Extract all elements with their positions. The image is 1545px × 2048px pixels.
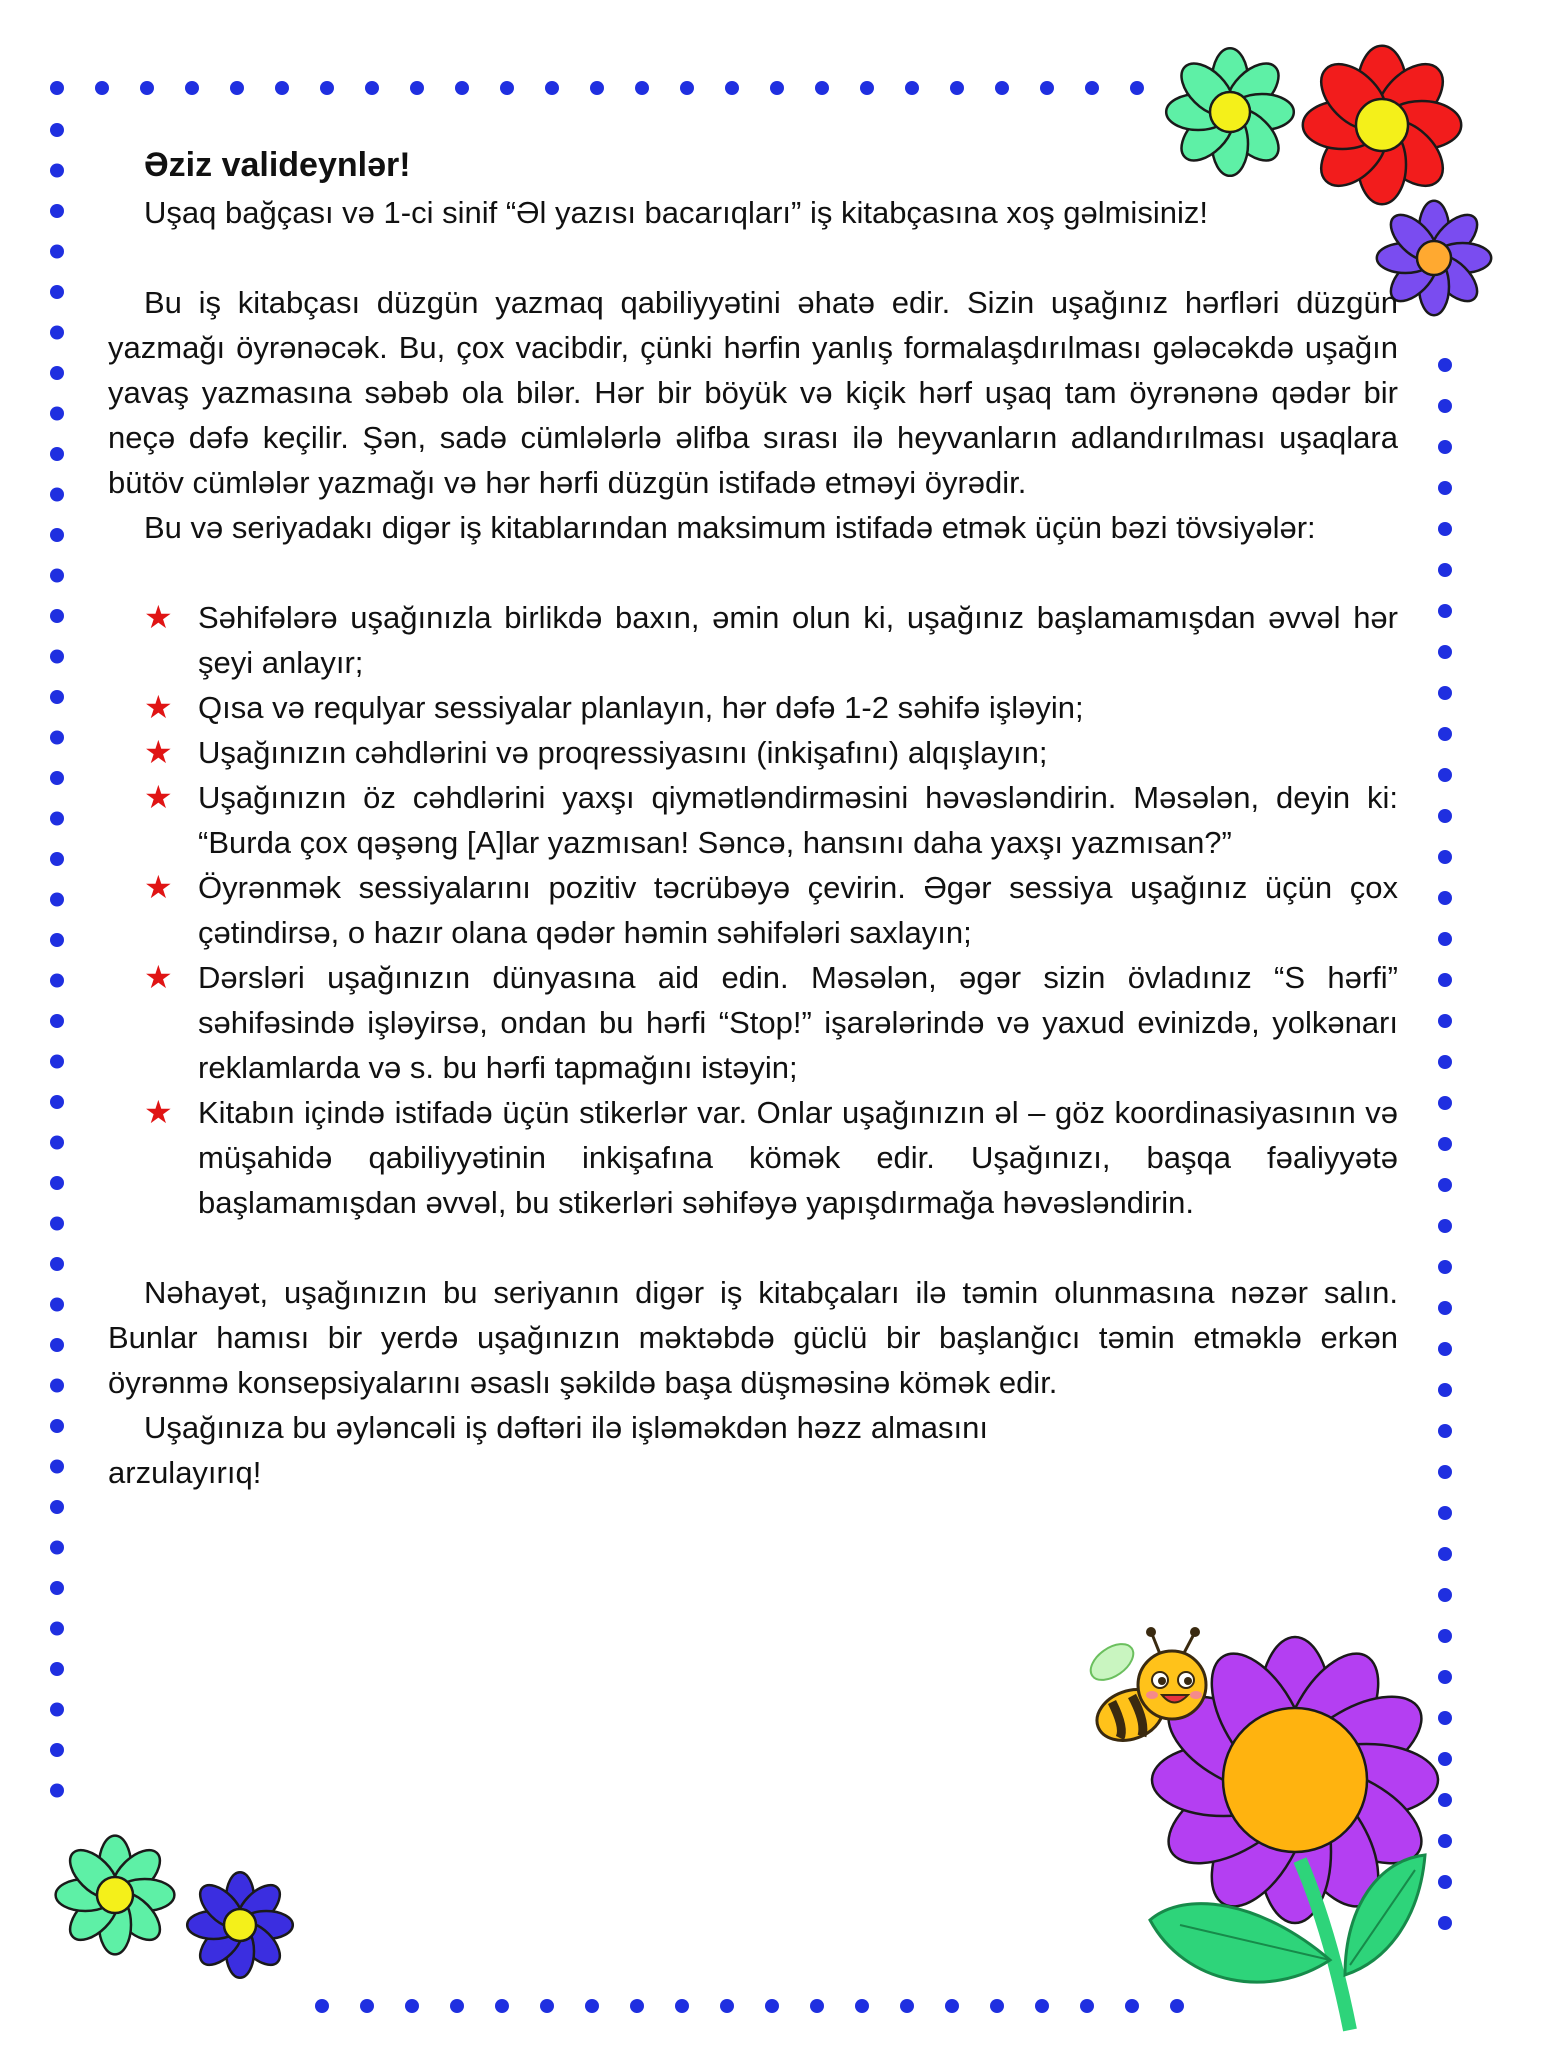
border-dot xyxy=(95,81,109,95)
intro-paragraph: Bu iş kitabçası düzgün yazmaq qabiliyyətini əhatə edir. Sizin uşağınız hərfləri düzgün yazmağı öyrənəcək. Bu, çox vacibdir, çünki hərfin yanlış formalaşdırılması gələcəkdə uşağın yavaş yazmasına səbəb ola bilər. Hər bir böyük və kiçik hərf uşaq tam öyrənənə qədər bir neçə dəfə keçilir. Şən, sadə cümlələrlə əlifba sırası ilə heyvanların adlandırılması uşaqlara bütöv cümlələr yazmağı və hər hərfi düzgün istifadə etməyi öyrədir. xyxy=(108,285,1398,500)
border-dot xyxy=(50,852,64,866)
border-dot xyxy=(50,123,64,137)
border-dot xyxy=(50,1541,64,1555)
border-dot xyxy=(450,1999,464,2013)
star-icon: ★ xyxy=(144,599,173,635)
border-dot xyxy=(50,731,64,745)
border-dot xyxy=(50,245,64,259)
list-item xyxy=(108,1090,1398,1225)
border-dot xyxy=(275,81,289,95)
border-dot xyxy=(50,164,64,178)
border-dot xyxy=(545,81,559,95)
border-dot xyxy=(1438,1875,1452,1889)
border-dot xyxy=(50,1622,64,1636)
border-dot xyxy=(1438,481,1452,495)
border-dot xyxy=(1035,1999,1049,2013)
border-dot xyxy=(1438,1383,1452,1397)
border-dot xyxy=(1438,1014,1452,1028)
border-dot xyxy=(1438,1301,1452,1315)
border-dot xyxy=(50,1257,64,1271)
border-dot xyxy=(50,650,64,664)
border-dot xyxy=(1438,1137,1452,1151)
border-dot xyxy=(1438,891,1452,905)
list-item xyxy=(108,730,1398,775)
star-icon: ★ xyxy=(144,734,173,770)
border-dot xyxy=(590,81,604,95)
border-dot xyxy=(1438,1219,1452,1233)
border-dot xyxy=(50,609,64,623)
list-item xyxy=(108,865,1398,955)
tips-list xyxy=(108,595,1398,1225)
border-dot xyxy=(1438,850,1452,864)
border-dot xyxy=(1170,1999,1184,2013)
border-dot xyxy=(50,933,64,947)
border-dot xyxy=(1438,1506,1452,1520)
border-dot xyxy=(1438,1588,1452,1602)
border-dot xyxy=(860,81,874,95)
border-dot xyxy=(140,81,154,95)
tip-text: Uşağınızın öz cəhdlərini yaxşı qiymətləndirməsini həvəsləndirin. Məsələn, deyin ki: “Burda çox qəşəng [A]lar yazmısan! Səncə, hansını daha yaxşı yazmısan?” xyxy=(198,780,1398,860)
border-dot xyxy=(50,1460,64,1474)
border-dot xyxy=(1438,1260,1452,1274)
border-dot xyxy=(50,1581,64,1595)
border-dot xyxy=(1438,440,1452,454)
tip-text: Dərsləri uşağınızın dünyasına aid edin. Məsələn, əgər sizin övladınız “S hərfi” səhifəsində işləyirsə, ondan bu hərfi “Stop!” işarələrində və yaxud evinizdə, yolkənarı reklamlarda və s. bu hərfi tapmağını istəyin; xyxy=(198,960,1398,1085)
border-dot xyxy=(365,81,379,95)
border-dot xyxy=(635,81,649,95)
border-dot xyxy=(1438,1793,1452,1807)
list-item xyxy=(108,685,1398,730)
border-dot xyxy=(50,1014,64,1028)
border-dot xyxy=(50,285,64,299)
border-dot xyxy=(1438,522,1452,536)
tip-text: Qısa və requlyar sessiyalar planlayın, hər dəfə 1-2 səhifə işləyin; xyxy=(198,690,1084,725)
tip-text: Uşağınızın cəhdlərini və proqressiyasını (inkişafını) alqışlayın; xyxy=(198,735,1048,770)
border-dot xyxy=(50,771,64,785)
border-dot xyxy=(320,81,334,95)
border-dot xyxy=(1438,932,1452,946)
list-item xyxy=(108,775,1398,865)
border-dot xyxy=(995,81,1009,95)
border-dot xyxy=(1438,645,1452,659)
border-dot xyxy=(675,1999,689,2013)
border-dot xyxy=(50,569,64,583)
border-dot xyxy=(1438,604,1452,618)
border-dot xyxy=(360,1999,374,2013)
star-icon: ★ xyxy=(144,689,173,725)
border-dot xyxy=(680,81,694,95)
border-dot xyxy=(50,1338,64,1352)
border-dot xyxy=(1438,1752,1452,1766)
border-dot xyxy=(50,488,64,502)
border-dot xyxy=(50,1784,64,1798)
border-dot xyxy=(50,81,64,95)
border-dot xyxy=(50,974,64,988)
border-dot xyxy=(50,812,64,826)
border-dot xyxy=(1438,1465,1452,1479)
border-dot xyxy=(1438,358,1452,372)
star-icon: ★ xyxy=(144,959,173,995)
border-dot xyxy=(1438,1055,1452,1069)
border-dot xyxy=(50,1176,64,1190)
border-dot xyxy=(585,1999,599,2013)
border-dot xyxy=(1438,1711,1452,1725)
border-dot xyxy=(50,1217,64,1231)
star-icon: ★ xyxy=(144,779,173,815)
border-dot xyxy=(1438,1629,1452,1643)
border-dot xyxy=(990,1999,1004,2013)
border-dot xyxy=(1438,727,1452,741)
spacer xyxy=(108,235,1398,280)
closing-paragraph: Nəhayət, uşağınızın bu seriyanın digər iş kitabçaları ilə təmin olunmasına nəzər salın. Bunlar hamısı bir yerdə uşağınızın məktəbdə güclü bir başlanğıcı təmin etməklə erkən öyrənmə konsepsiyalarını əsaslı şəkildə başa düşməsinə kömək edir. xyxy=(108,1275,1398,1400)
star-icon: ★ xyxy=(144,1094,173,1130)
letter-heading: Əziz valideynlər! xyxy=(144,146,411,184)
tip-text: Kitabın içində istifadə üçün stikerlər var. Onlar uşağınızın əl – göz koordinasiyasının və müşahidə qabiliyyətinin inkişafına kömək edir. Uşağınızı, başqa fəaliyyətə başlamamışdan əvvəl, bu stikerləri səhifəyə yapışdırmağa həvəsləndirin. xyxy=(198,1095,1398,1220)
border-dot xyxy=(1438,1916,1452,1930)
border-dot xyxy=(1040,81,1054,95)
border-dot xyxy=(725,81,739,95)
welcome-paragraph: Uşaq bağçası və 1-ci sinif “Əl yazısı bacarıqları” iş kitabçasına xoş gəlmisiniz! xyxy=(144,195,1208,230)
star-icon: ★ xyxy=(144,869,173,905)
border-dot xyxy=(1438,809,1452,823)
wish-paragraph: Uşağınıza bu əyləncəli iş dəftəri ilə işləməkdən həzz almasını arzulayırıq! xyxy=(108,1410,988,1490)
list-item xyxy=(108,595,1398,685)
border-dot xyxy=(50,1419,64,1433)
tip-text: Öyrənmək sessiyalarını pozitiv təcrübəyə çevirin. Əgər sessiya uşağınız üçün çox çətindirsə, o hazır olana qədər həmin səhifələri saxlayın; xyxy=(198,870,1398,950)
border-dot xyxy=(185,81,199,95)
border-dot xyxy=(1438,1834,1452,1848)
border-dot xyxy=(765,1999,779,2013)
border-dot xyxy=(1438,973,1452,987)
border-dot xyxy=(1130,81,1144,95)
border-dot xyxy=(720,1999,734,2013)
border-dot xyxy=(50,204,64,218)
border-dot xyxy=(1438,1342,1452,1356)
border-dot xyxy=(455,81,469,95)
spacer xyxy=(108,550,1398,595)
border-dot xyxy=(495,1999,509,2013)
border-dot xyxy=(50,326,64,340)
border-dot xyxy=(50,528,64,542)
border-dot xyxy=(1438,768,1452,782)
border-dot xyxy=(1438,1547,1452,1561)
border-dot xyxy=(50,690,64,704)
border-dot xyxy=(1438,686,1452,700)
list-item xyxy=(108,955,1398,1090)
border-dot xyxy=(50,1743,64,1757)
border-dot xyxy=(50,447,64,461)
border-dot xyxy=(50,1500,64,1514)
border-dot xyxy=(1438,1178,1452,1192)
border-dot xyxy=(50,893,64,907)
border-dot xyxy=(900,1999,914,2013)
border-dot xyxy=(810,1999,824,2013)
border-dot xyxy=(50,1703,64,1717)
border-dot xyxy=(1125,1999,1139,2013)
border-dot xyxy=(1438,563,1452,577)
flower-icon xyxy=(56,1836,175,1955)
border-dot xyxy=(50,1298,64,1312)
border-dot xyxy=(945,1999,959,2013)
border-dot xyxy=(855,1999,869,2013)
border-dot xyxy=(50,407,64,421)
border-dot xyxy=(1438,1670,1452,1684)
border-dot xyxy=(815,81,829,95)
border-dot xyxy=(315,1999,329,2013)
border-dot xyxy=(50,1379,64,1393)
spacer xyxy=(108,1225,1398,1270)
border-dot xyxy=(50,366,64,380)
border-dot xyxy=(1085,81,1099,95)
border-dot xyxy=(1438,1424,1452,1438)
border-dot xyxy=(540,1999,554,2013)
border-dot xyxy=(230,81,244,95)
border-dot xyxy=(410,81,424,95)
border-dot xyxy=(1438,399,1452,413)
border-dot xyxy=(950,81,964,95)
border-dot xyxy=(50,1095,64,1109)
tips-intro-paragraph: Bu və seriyadakı digər iş kitablarından maksimum istifadə etmək üçün bəzi tövsiyələr: xyxy=(144,510,1316,545)
border-dot xyxy=(1438,1096,1452,1110)
border-dot xyxy=(1080,1999,1094,2013)
border-dot xyxy=(50,1136,64,1150)
tip-text: Səhifələrə uşağınızla birlikdə baxın, əmin olun ki, uşağınız başlamamışdan əvvəl hər şeyi anlayır; xyxy=(198,600,1398,680)
letter-text xyxy=(108,140,1398,1495)
border-dot xyxy=(500,81,514,95)
border-dot xyxy=(405,1999,419,2013)
border-dot xyxy=(770,81,784,95)
border-dot xyxy=(50,1662,64,1676)
border-dot xyxy=(905,81,919,95)
border-dot xyxy=(50,1055,64,1069)
flower-icon xyxy=(187,1872,293,1978)
border-dot xyxy=(630,1999,644,2013)
